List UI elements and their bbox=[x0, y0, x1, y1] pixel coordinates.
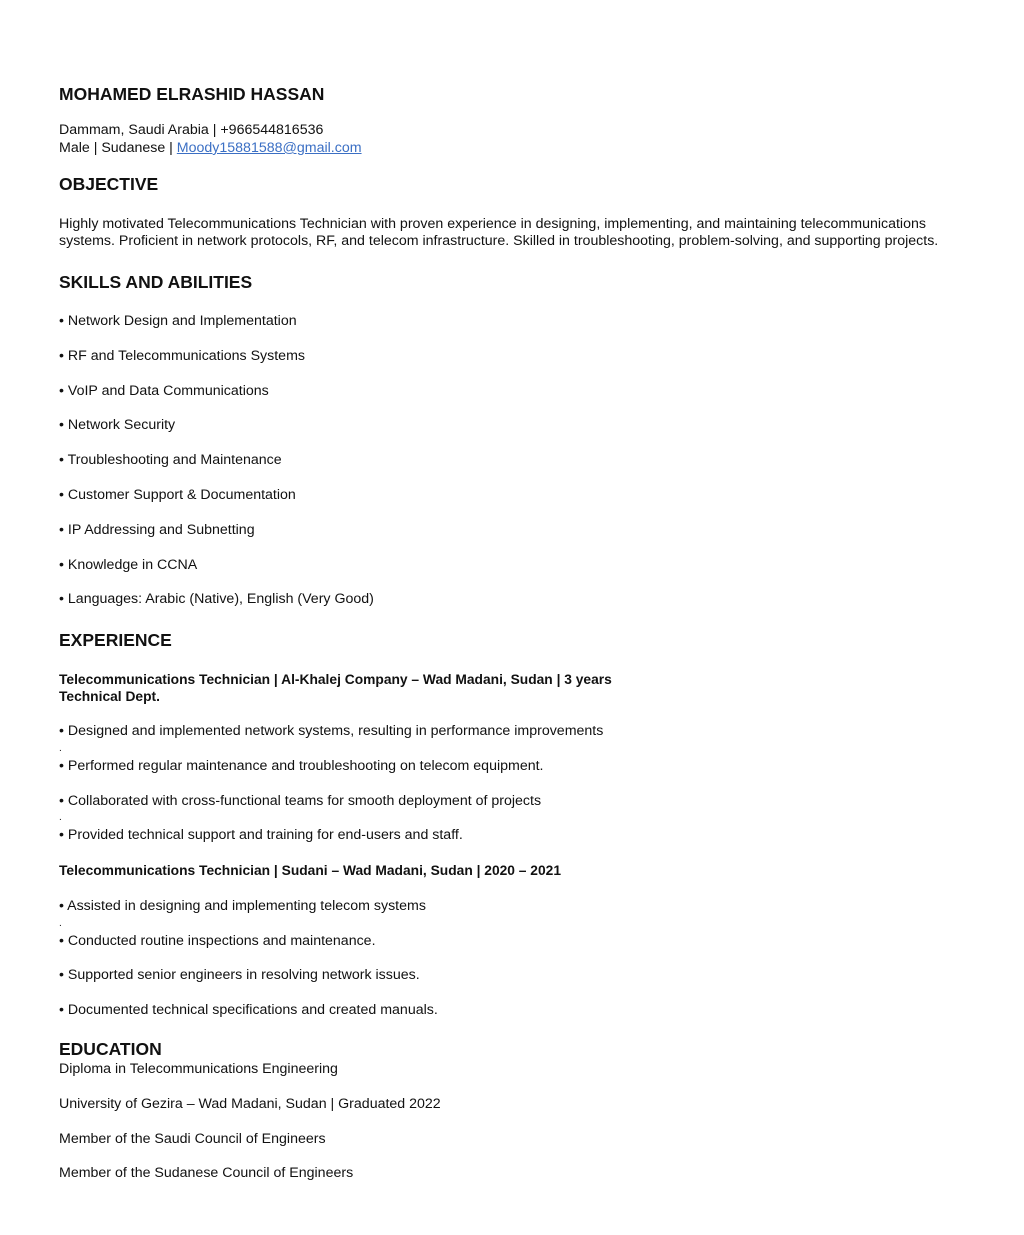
job-bullet: • Designed and implemented network systems, resulting in performance improvements bbox=[59, 723, 604, 739]
skill-item: • Languages: Arabic (Native), English (Very Good) bbox=[59, 591, 374, 607]
education-line: Member of the Saudi Council of Engineers bbox=[59, 1131, 326, 1147]
personal-info: Male | Sudanese | bbox=[59, 140, 177, 156]
skill-item: • RF and Telecommunications Systems bbox=[59, 348, 305, 364]
objective-heading: OBJECTIVE bbox=[59, 174, 159, 194]
skill-item: • Customer Support & Documentation bbox=[59, 487, 296, 503]
objective-text-line: systems. Proficient in network protocols, RF, and telecom infrastructure. Skilled in troubleshooting, problem-solving, and supporting projects. bbox=[59, 233, 939, 249]
job-bullet: • Conducted routine inspections and maintenance. bbox=[59, 933, 376, 949]
skills-heading: SKILLS AND ABILITIES bbox=[59, 272, 253, 292]
job-bullet: • Provided technical support and training for end-users and staff. bbox=[59, 827, 463, 843]
stray-dot: . bbox=[59, 918, 62, 929]
stray-dot: . bbox=[59, 812, 62, 823]
job-bullet: • Documented technical specifications and created manuals. bbox=[59, 1002, 438, 1018]
stray-dot: . bbox=[59, 743, 62, 754]
contact-personal bbox=[59, 139, 362, 157]
skill-item: • Network Security bbox=[59, 417, 176, 433]
education-line: University of Gezira – Wad Madani, Sudan | Graduated 2022 bbox=[59, 1096, 441, 1112]
skill-item: • Knowledge in CCNA bbox=[59, 557, 198, 573]
objective-text-line: Highly motivated Telecommunications Technician with proven experience in designing, implementing, and maintaining telecommunications bbox=[59, 216, 926, 232]
contact-location-phone: Dammam, Saudi Arabia | +966544816536 bbox=[59, 122, 324, 138]
skill-item: • IP Addressing and Subnetting bbox=[59, 522, 255, 538]
job-bullet: • Assisted in designing and implementing telecom systems bbox=[59, 898, 426, 914]
email-link[interactable]: Moody15881588@gmail.com bbox=[176, 140, 362, 156]
skill-item: • VoIP and Data Communications bbox=[59, 383, 269, 399]
candidate-name: MOHAMED ELRASHID HASSAN bbox=[59, 84, 325, 104]
education-line: Member of the Sudanese Council of Engineers bbox=[59, 1165, 354, 1181]
education-line: Diploma in Telecommunications Engineering bbox=[59, 1061, 338, 1077]
job-department: Technical Dept. bbox=[59, 689, 160, 704]
job-bullet: • Performed regular maintenance and troubleshooting on telecom equipment. bbox=[59, 758, 544, 774]
job-title: Telecommunications Technician | Sudani – Wad Madani, Sudan | 2020 – 2021 bbox=[59, 863, 561, 878]
skill-item: • Network Design and Implementation bbox=[59, 313, 297, 329]
job-bullet: • Collaborated with cross-functional teams for smooth deployment of projects bbox=[59, 793, 542, 809]
skill-item: • Troubleshooting and Maintenance bbox=[59, 452, 282, 468]
experience-heading: EXPERIENCE bbox=[59, 630, 172, 650]
job-bullet: • Supported senior engineers in resolving network issues. bbox=[59, 967, 420, 983]
education-heading: EDUCATION bbox=[59, 1039, 162, 1059]
job-title: Telecommunications Technician | Al-Khalej Company – Wad Madani, Sudan | 3 years bbox=[59, 672, 612, 687]
